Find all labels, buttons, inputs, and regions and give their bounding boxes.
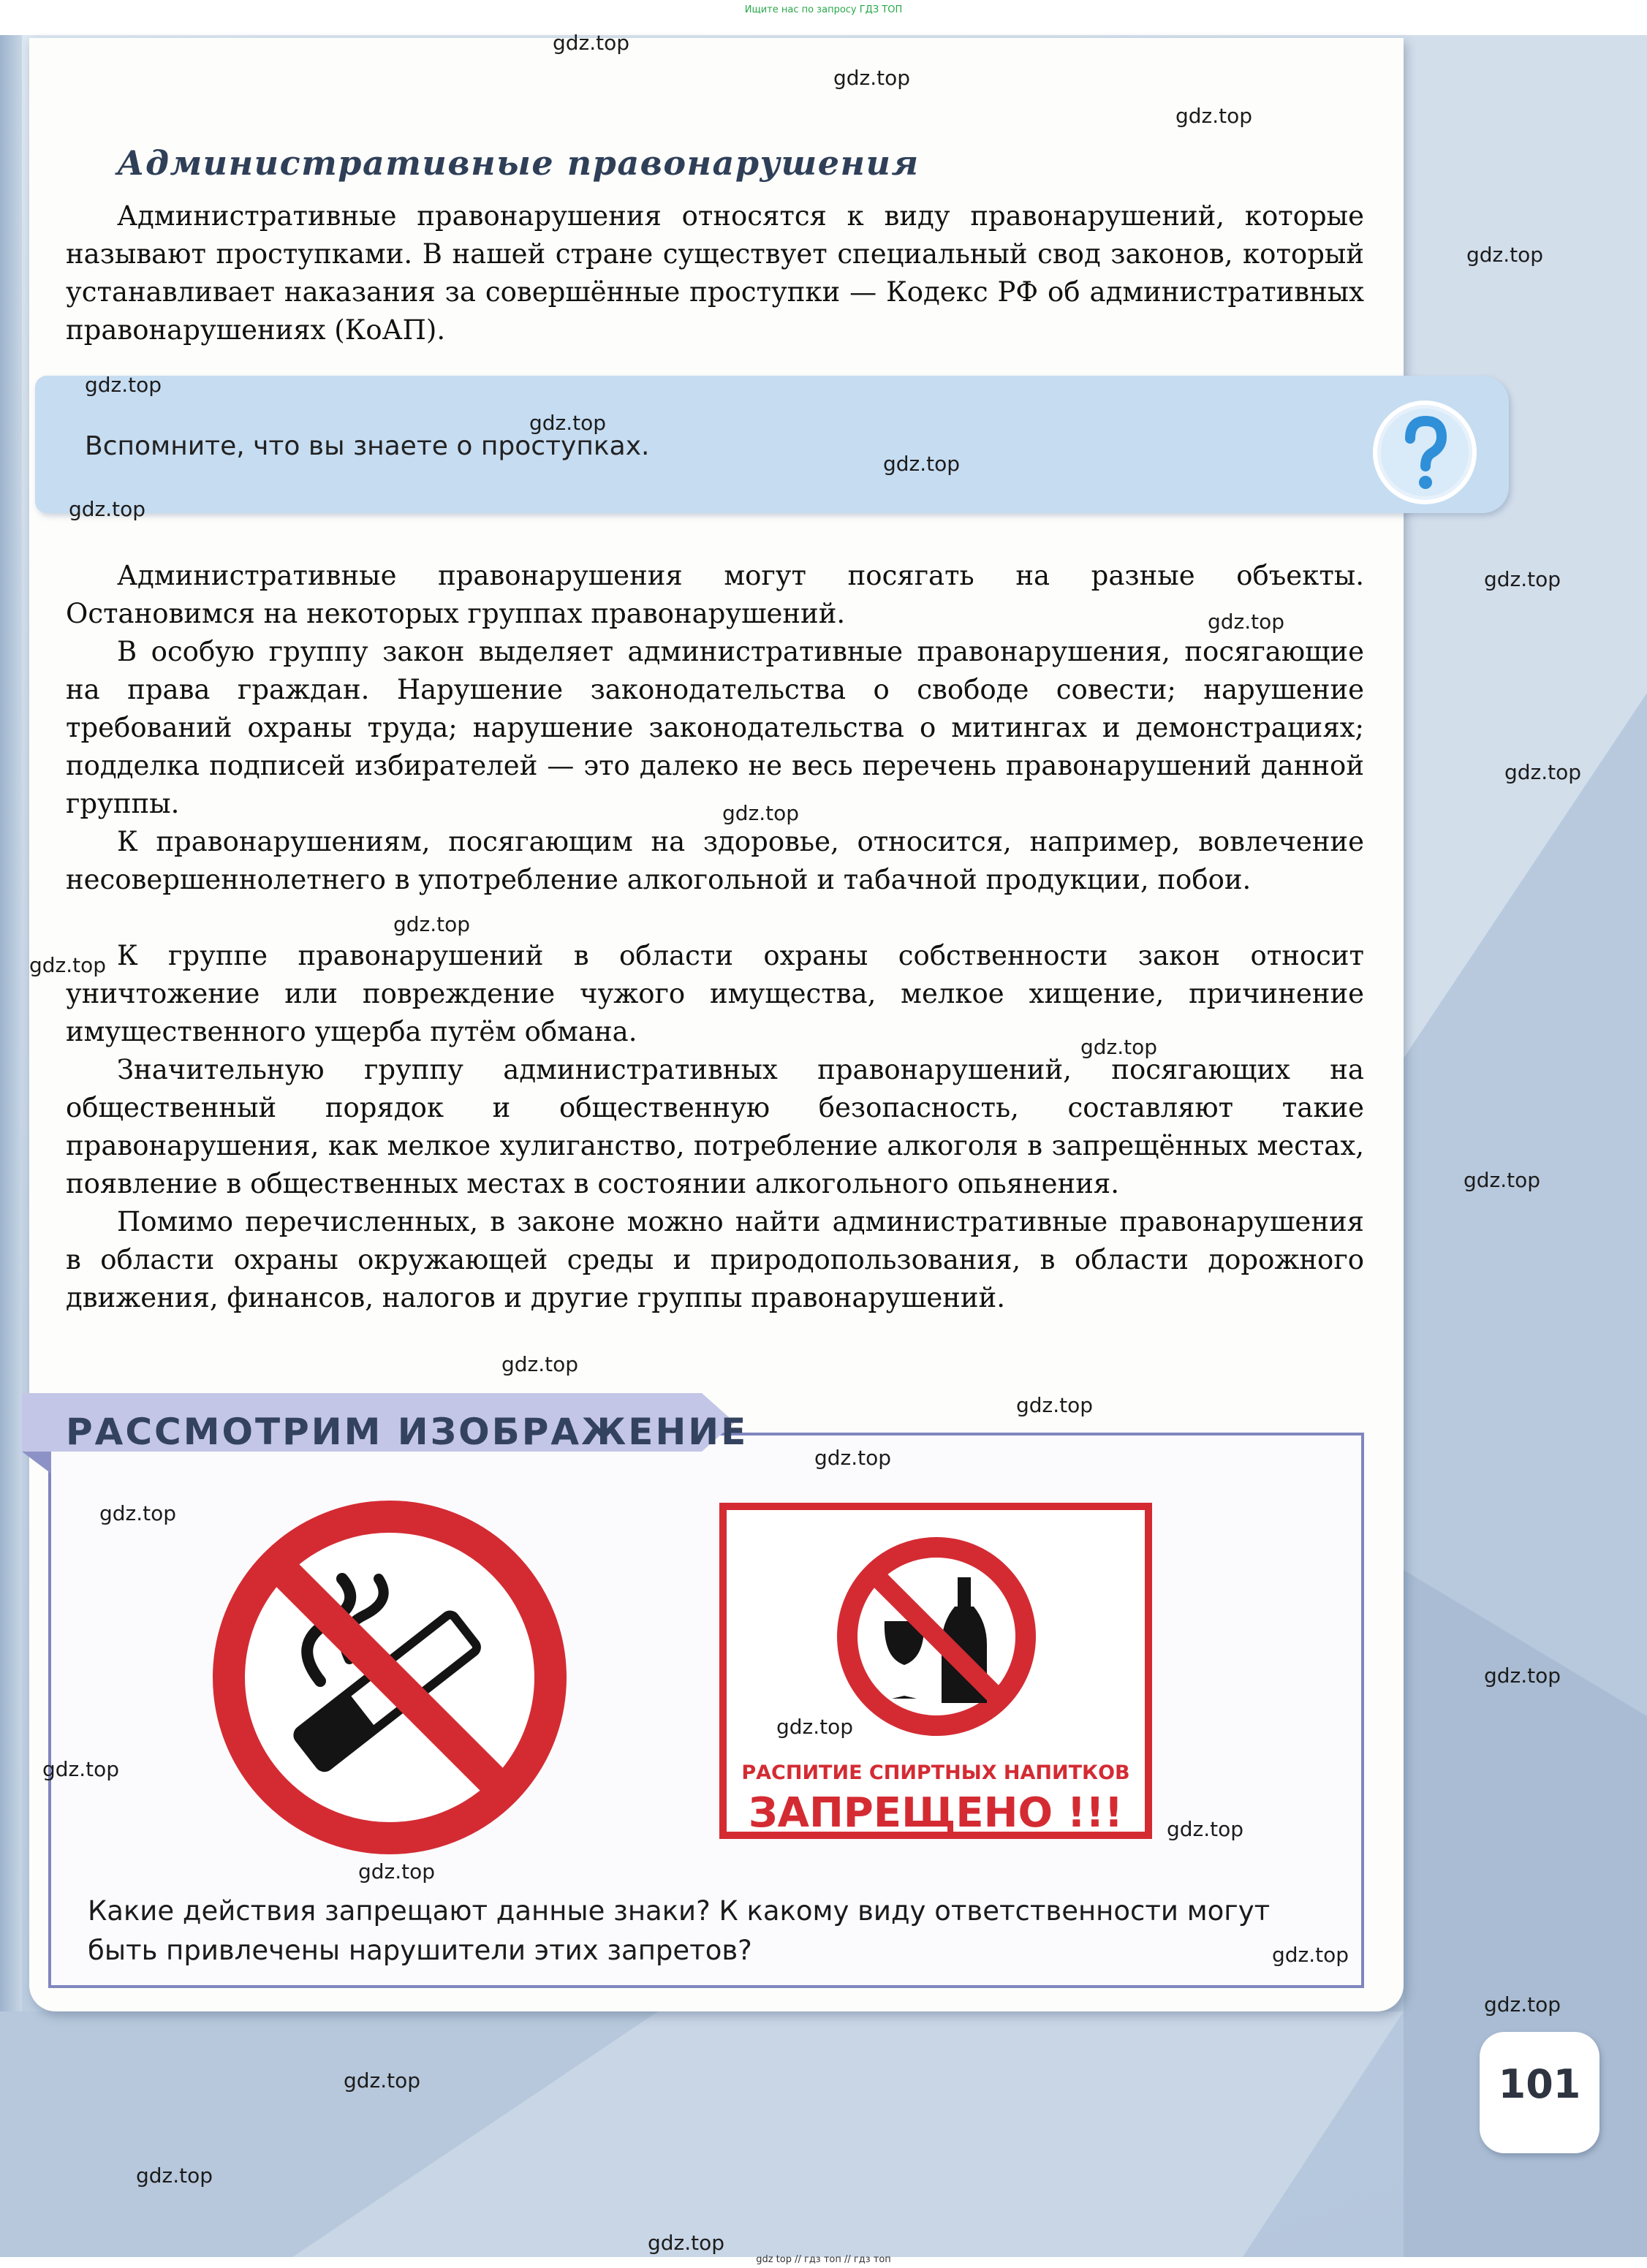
watermark: gdz.top: [1504, 760, 1582, 784]
question-mark-icon: [1370, 398, 1480, 507]
consider-question: Какие действия запрещают данные знаки? К какому виду ответственности могут быть привлечены нарушители этих запретов?: [88, 1895, 1271, 1966]
page-number-badge: [1480, 2032, 1599, 2153]
watermark: gdz.top: [529, 411, 607, 435]
watermark: gdz.top: [1466, 243, 1544, 267]
watermark: gdz.top: [501, 1352, 579, 1376]
watermark: gdz.top: [814, 1446, 892, 1470]
footer-note: gdz top // гдз топ // гдз топ: [756, 2254, 891, 2265]
header-note: Ищите нас по запросу ГДЗ ТОП: [744, 4, 903, 15]
watermark: gdz.top: [69, 497, 146, 521]
watermark: gdz.top: [883, 452, 961, 476]
paragraph-6: Помимо перечисленных, в законе можно найти административные правонарушения в области охраны окружающей среды и природопользования, в области дорожного движения, финансов, налогов и другие группы правонарушений.: [66, 1206, 1364, 1313]
book-spine: [0, 35, 22, 2257]
paragraph-1: Административные правонарушения могут посягать на разные объекты. Остановимся на некоторых группах правонарушений.: [66, 560, 1364, 629]
watermark: gdz.top: [722, 801, 800, 825]
background-facets-bottom: [0, 2011, 1647, 2257]
no-alcohol-sign: [719, 1503, 1152, 1839]
watermark: gdz.top: [776, 1715, 854, 1739]
watermark: gdz.top: [833, 66, 911, 90]
paragraph-5: Значительную группу административных правонарушений, посягающих на общественный порядок и общественную безопасность, составляют такие правонарушения, как мелкое хулиганство, потребление алкоголя в запрещённых местах, появление в общественных местах в состоянии алкогольного опьянения.: [66, 1054, 1364, 1199]
intro-paragraph: Административные правонарушения относятся к виду правонарушений, которые называют проступками. В нашей стране существует специальный свод законов, который устанавливает наказания за совершённые проступки — Кодекс РФ об административных правонарушениях (КоАП).: [66, 200, 1364, 346]
watermark: gdz.top: [358, 1859, 436, 1884]
watermark: gdz.top: [1080, 1035, 1158, 1059]
remember-text: Вспомните, что вы знаете о проступках.: [85, 431, 650, 461]
watermark: gdz.top: [1272, 1943, 1349, 1967]
no-smoking-icon: [211, 1498, 569, 1857]
section-heading: Административные правонарушения: [117, 143, 920, 183]
watermark: gdz.top: [99, 1501, 177, 1525]
paragraph-2: В особую группу закон выделяет административные правонарушения, посягающие на права граждан. Нарушение законодательства о свободе совести; нарушение требований охраны труда; нарушение законодательства о митингах и демонстрациях; подделка подписей избирателей — это далеко не весь перечень правонарушений данной группы.: [66, 636, 1364, 819]
watermark: gdz.top: [1484, 1664, 1561, 1688]
watermark: gdz.top: [136, 2163, 213, 2188]
no-alcohol-icon: [835, 1535, 1038, 1738]
paragraph-3: К правонарушениям, посягающим на здоровье, относится, например, вовлечение несовершеннолетнего в употребление алкогольной и табачной продукции, побои.: [66, 826, 1364, 895]
watermark: gdz.top: [29, 953, 107, 977]
watermark: gdz.top: [85, 373, 162, 397]
watermark: gdz.top: [1464, 1168, 1541, 1192]
watermark: gdz.top: [344, 2068, 421, 2093]
watermark: gdz.top: [1175, 104, 1253, 128]
page-number: 101: [1498, 2061, 1581, 2107]
watermark: gdz.top: [648, 2231, 725, 2255]
background-facets: [1404, 35, 1647, 2257]
consider-title: РАССМОТРИМ ИЗОБРАЖЕНИЕ: [66, 1411, 749, 1453]
watermark: gdz.top: [42, 1757, 120, 1781]
watermark: gdz.top: [1016, 1393, 1094, 1417]
watermark: gdz.top: [1167, 1817, 1244, 1841]
watermark: gdz.top: [1484, 1992, 1561, 2017]
paragraph-4: К группе правонарушений в области охраны собственности закон относит уничтожение или повреждение чужого имущества, мелкое хищение, причинение имущественного ущерба путём обмана.: [66, 940, 1364, 1047]
remember-box: [35, 376, 1509, 513]
alcohol-sign-prohibited: ЗАПРЕЩЕНО !!!: [748, 1789, 1124, 1837]
watermark: gdz.top: [1208, 610, 1285, 634]
watermark: gdz.top: [553, 31, 630, 55]
alcohol-sign-caption: РАСПИТИЕ СПИРТНЫХ НАПИТКОВ: [741, 1761, 1130, 1784]
watermark: gdz.top: [1484, 567, 1561, 591]
watermark: gdz.top: [393, 912, 471, 936]
